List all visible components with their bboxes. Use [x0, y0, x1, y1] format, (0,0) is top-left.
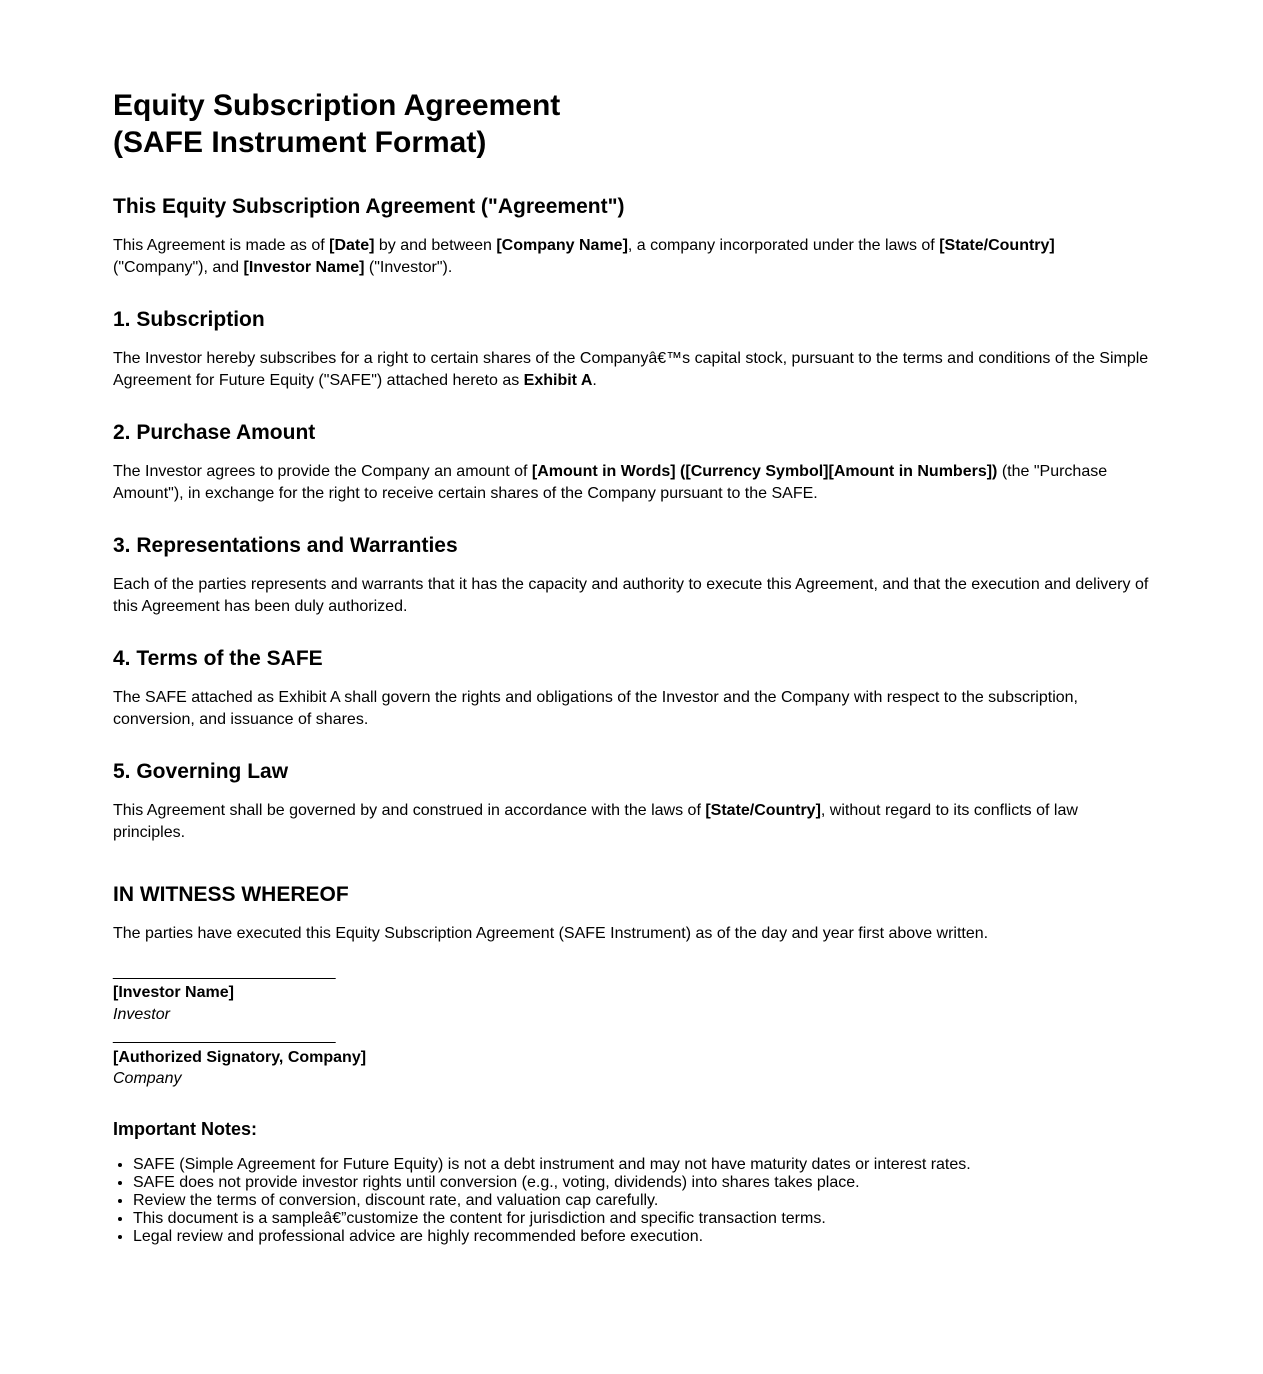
signature-role: Investor — [113, 1005, 170, 1023]
document-title — [113, 88, 1150, 161]
signature-area — [113, 961, 1150, 1090]
section-paragraph: The SAFE attached as Exhibit A shall govern the rights and obligations of the Investor and the Company with respect to the subscription, conversion, and issuance of shares. — [113, 689, 1078, 728]
intro-paragraph: This Agreement is made as of [Date] by and between [Company Name], a company incorporated under the laws of [State/Country] ("Company"), and [Investor Name] ("Investor"). — [113, 237, 1055, 276]
witness-paragraph: The parties have executed this Equity Subscription Agreement (SAFE Instrument) as of the day and year first above written. — [113, 925, 989, 943]
agreement-section — [113, 647, 1150, 730]
section-paragraph: The Investor agrees to provide the Company an amount of [Amount in Words] ([Currency Symbol][Amount in Numbers]) (the "Purchase Amount"), in exchange for the right to receive certain shares of the Company pursuant to the SAFE. — [113, 463, 1108, 502]
signature-block — [113, 1025, 1150, 1089]
section-paragraph: Each of the parties represents and warrants that it has the capacity and authority to execute this Agreement, and that the execution and delivery of this Agreement has been duly authorized. — [113, 576, 1149, 615]
document-title-line1: Equity Subscription Agreement — [113, 89, 561, 122]
agreement-section — [113, 534, 1150, 617]
signature-line: _________________________ — [113, 962, 336, 980]
document-title-line2: (SAFE Instrument Format) — [113, 125, 487, 159]
section-heading: 1. Subscription — [113, 308, 265, 332]
note-item: • SAFE (Simple Agreement for Future Equity) is not a debt instrument and may not have maturity dates or interest rates. — [133, 1156, 1150, 1174]
sections-container — [113, 308, 1150, 843]
section-heading: 3. Representations and Warranties — [113, 534, 458, 558]
note-item: • This document is a sampleâ€”customize the content for jurisdiction and specific transaction terms. — [133, 1210, 1150, 1228]
notes-heading: Important Notes: — [113, 1119, 257, 1140]
notes-list — [113, 1156, 1150, 1246]
witness-heading: IN WITNESS WHEREOF — [113, 883, 349, 907]
signature-line: _________________________ — [113, 1027, 336, 1045]
signature-role: Company — [113, 1070, 182, 1088]
agreement-section — [113, 308, 1150, 391]
signature-name: [Authorized Signatory, Company] — [113, 1048, 367, 1066]
section-heading: 4. Terms of the SAFE — [113, 647, 323, 671]
section-heading: 2. Purchase Amount — [113, 421, 316, 445]
note-item: • Legal review and professional advice are highly recommended before execution. — [133, 1228, 1150, 1246]
note-item: • SAFE does not provide investor rights until conversion (e.g., voting, dividends) into shares takes place. — [133, 1174, 1150, 1192]
section-paragraph: This Agreement shall be governed by and construed in accordance with the laws of [State/Country], without regard to its conflicts of law principles. — [113, 802, 1078, 841]
note-item: • Review the terms of conversion, discount rate, and valuation cap carefully. — [133, 1192, 1150, 1210]
agreement-section — [113, 421, 1150, 504]
signature-name: [Investor Name] — [113, 984, 234, 1002]
intro-heading: This Equity Subscription Agreement ("Agreement") — [113, 195, 625, 219]
section-paragraph: The Investor hereby subscribes for a right to certain shares of the Companyâ€™s capital stock, pursuant to the terms and conditions of the Simple Agreement for Future Equity ("SAFE") attached hereto as Exhibit A. — [113, 350, 1149, 389]
section-heading: 5. Governing Law — [113, 760, 289, 784]
signature-block — [113, 961, 1150, 1025]
agreement-section — [113, 760, 1150, 843]
